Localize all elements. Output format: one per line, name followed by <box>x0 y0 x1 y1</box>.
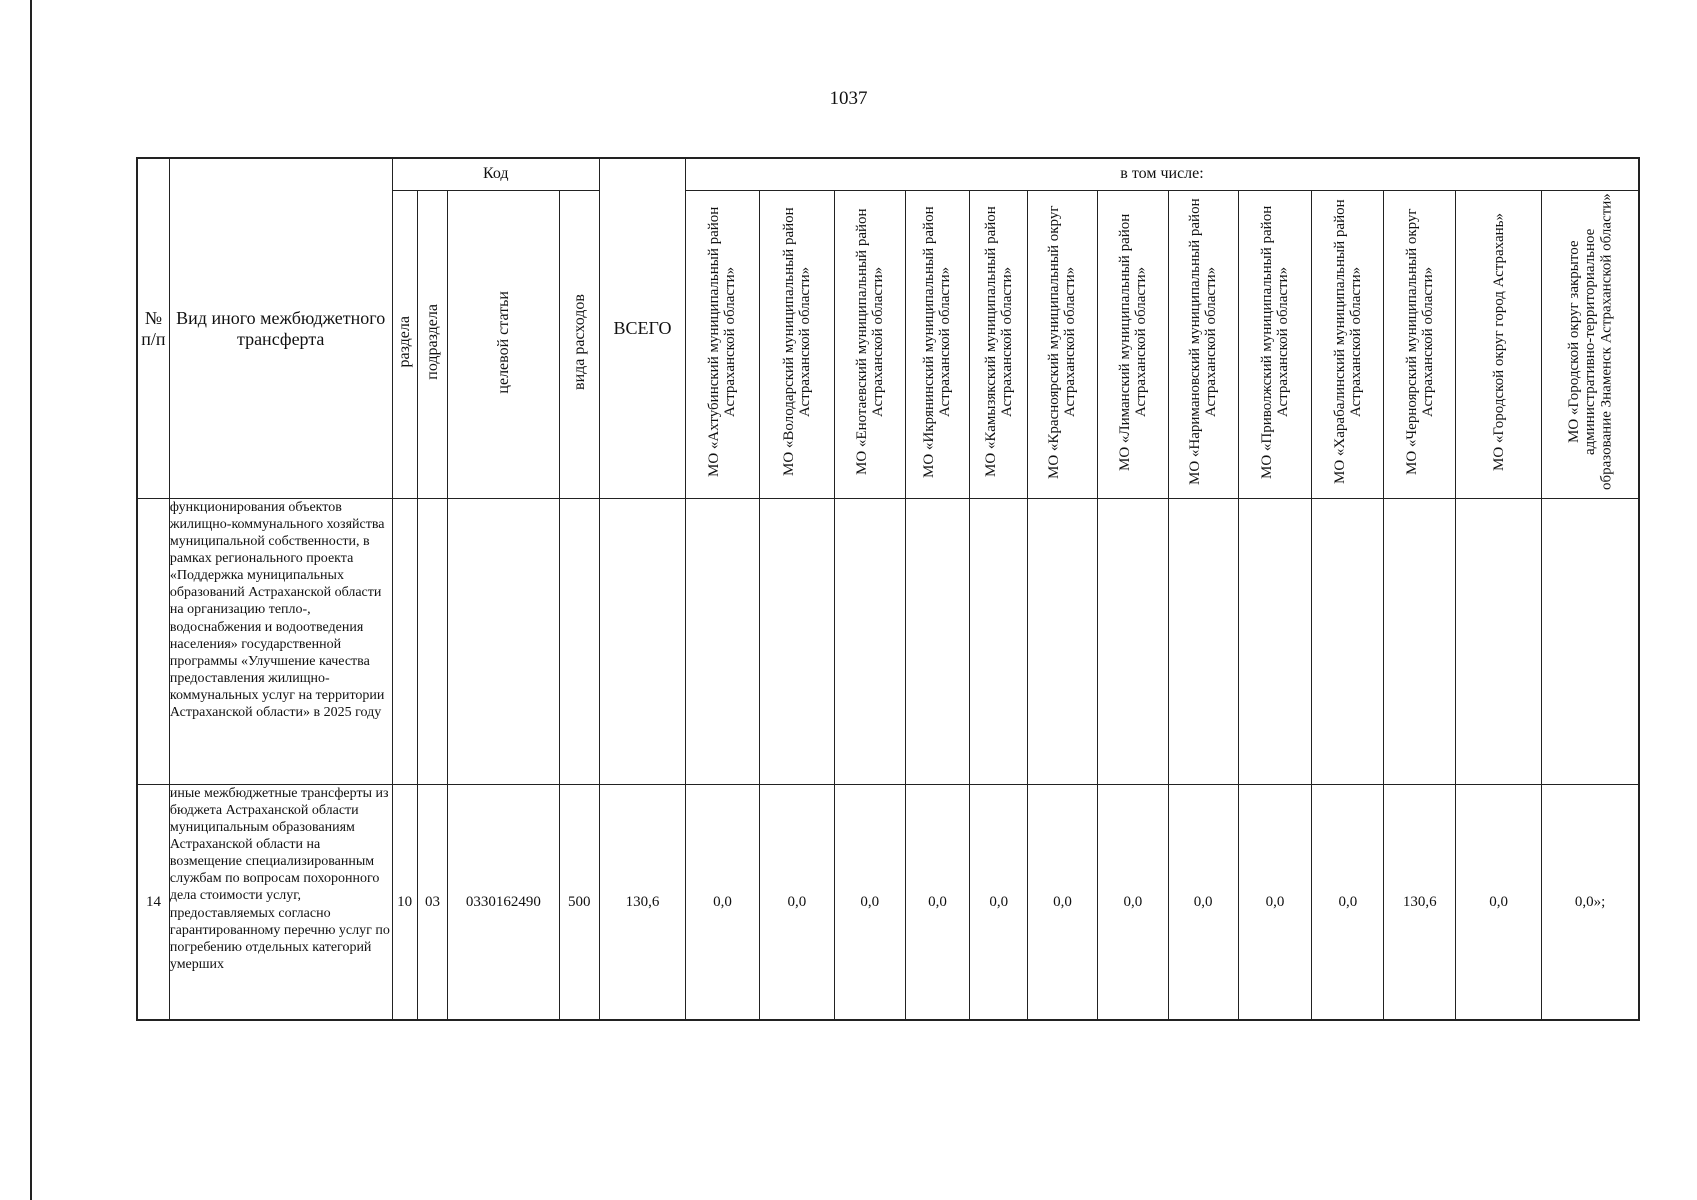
row-value <box>1028 499 1098 785</box>
header-mo-krasnoyarsky: МО «Красноярский муниципальный округ Астраханской области» <box>1028 191 1098 499</box>
header-code-expense: вида расходов <box>559 191 599 499</box>
header-transfer-type: Вид иного межбюджетного трансферта <box>169 158 392 499</box>
row-value <box>1312 499 1384 785</box>
row-transfer-name: иные межбюджетные трансферты из бюджета Астраханской области муниципальным образованиям Астраханской области на возмещение специализированным службам по вопросам похоронного дела стоимости услуг, предоставляемых согласно гарантированному перечню услуг по погребению отдельных категорий умерших <box>169 785 392 1021</box>
row-value: 0,0 <box>834 785 905 1021</box>
row-value: 0,0 <box>970 785 1028 1021</box>
header-mo-ikryaninsky: МО «Икрянинский муниципальный район Астраханской области» <box>905 191 970 499</box>
header-num: № п/п <box>137 158 169 499</box>
row-value: 0,0 <box>905 785 970 1021</box>
row-value: 0,0 <box>1456 785 1542 1021</box>
header-mo-privolzhsky: МО «Приволжский муниципальный район Астраханской области» <box>1238 191 1312 499</box>
header-including: в том числе: <box>686 158 1639 191</box>
row-value: 0,0 <box>686 785 760 1021</box>
row-section <box>392 499 417 785</box>
scan-edge-line <box>30 0 32 1200</box>
row-value <box>1238 499 1312 785</box>
header-mo-znamensk: МО «Городской округ закрытое административно-территориальное образование Знаменск Астраханской области» <box>1542 191 1639 499</box>
row-value <box>905 499 970 785</box>
row-target: 0330162490 <box>448 785 559 1021</box>
row-value: 0,0 <box>1168 785 1238 1021</box>
header-mo-enotaevsky: МО «Енотаевский муниципальный район Астраханской области» <box>834 191 905 499</box>
row-value: 0,0 <box>759 785 834 1021</box>
header-mo-astrakhan-city: МО «Городской округ город Астрахань» <box>1456 191 1542 499</box>
row-section: 10 <box>392 785 417 1021</box>
table-row <box>137 499 1639 785</box>
row-value <box>970 499 1028 785</box>
row-num <box>137 499 169 785</box>
row-value: 0,0 <box>1028 785 1098 1021</box>
row-subsection <box>417 499 447 785</box>
header-mo-chernoyarsky: МО «Черноярский муниципальный округ Астраханской области» <box>1384 191 1456 499</box>
row-expense <box>559 499 599 785</box>
row-value: 130,6 <box>1384 785 1456 1021</box>
row-target <box>448 499 559 785</box>
row-value <box>1384 499 1456 785</box>
page-number: 1037 <box>829 88 868 109</box>
header-mo-volodarsky: МО «Володарский муниципальный район Астраханской области» <box>759 191 834 499</box>
row-value <box>1168 499 1238 785</box>
table-row <box>137 785 1639 1021</box>
header-total: ВСЕГО <box>600 158 686 499</box>
row-value <box>1542 499 1639 785</box>
row-value <box>759 499 834 785</box>
header-mo-narimanovsky: МО «Наримановский муниципальный район Астраханской области» <box>1168 191 1238 499</box>
row-num: 14 <box>137 785 169 1021</box>
row-value: 0,0»; <box>1542 785 1639 1021</box>
row-expense: 500 <box>559 785 599 1021</box>
row-total <box>600 499 686 785</box>
row-subsection: 03 <box>417 785 447 1021</box>
interbudget-transfer-table <box>136 157 1640 1021</box>
header-code: Код <box>392 158 599 191</box>
row-total: 130,6 <box>600 785 686 1021</box>
row-value <box>1097 499 1168 785</box>
row-value: 0,0 <box>1238 785 1312 1021</box>
header-mo-limansky: МО «Лиманский муниципальный район Астраханской области» <box>1097 191 1168 499</box>
header-mo-kharabalinsky: МО «Харабалинский муниципальный район Астраханской области» <box>1312 191 1384 499</box>
header-mo-kamyzyaksky: МО «Камызякский муниципальный район Астраханской области» <box>970 191 1028 499</box>
header-code-target: целевой статьи <box>448 191 559 499</box>
row-value <box>1456 499 1542 785</box>
row-value: 0,0 <box>1097 785 1168 1021</box>
header-code-section: раздела <box>392 191 417 499</box>
row-value: 0,0 <box>1312 785 1384 1021</box>
row-transfer-name: функционирования объектов жилищно-коммунального хозяйства муниципальной собственности, в рамках регионального проекта «Поддержка муниципальных образований Астраханской области на организацию тепло-, водоснабжения и водоотведения населения» государственной программы «Улучшение качества предоставления жилищно-коммунальных услуг на территории Астраханской области» в 2025 году <box>169 499 392 785</box>
header-code-subsection: подраздела <box>417 191 447 499</box>
header-mo-akhtubinsky: МО «Ахтубинский муниципальный район Астраханской области» <box>686 191 760 499</box>
row-value <box>686 499 760 785</box>
row-value <box>834 499 905 785</box>
